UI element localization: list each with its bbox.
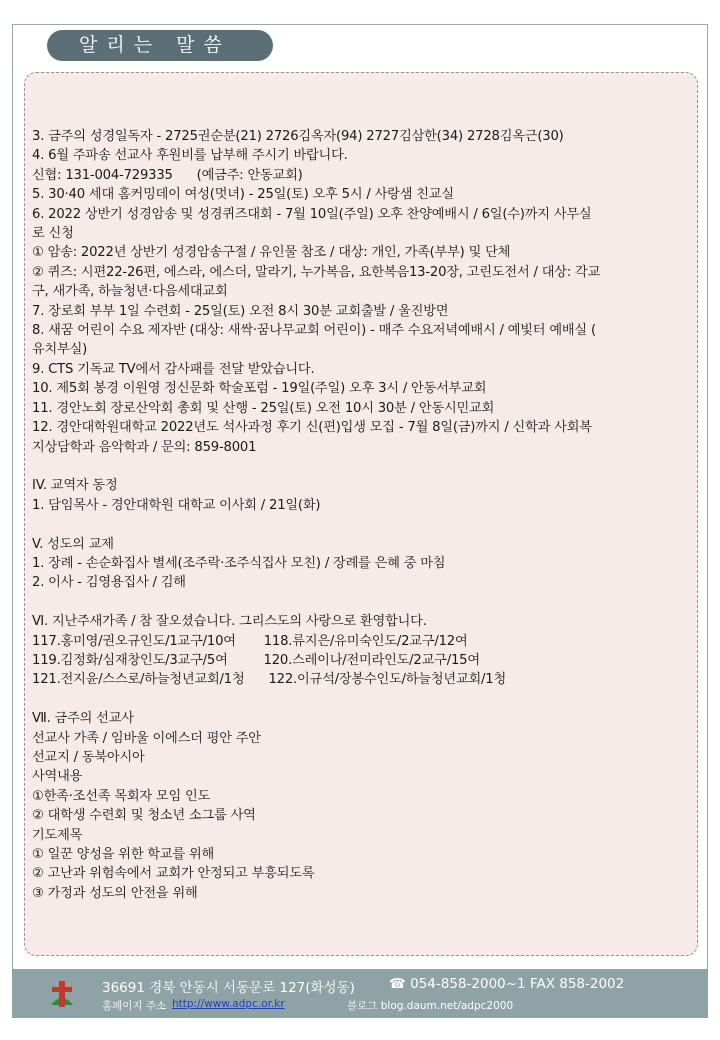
- announcement-line: ① 암송: 2022년 상반기 성경암송구절 / 유인물 참조 / 대상: 개인, 가족(부부) 및 단체: [32, 245, 511, 261]
- announcement-line: [32, 593, 682, 612]
- announcement-line: Ⅶ. 금주의 선교사: [32, 711, 134, 727]
- announcement-line: [32, 457, 682, 476]
- announcement-line: ①한족·조선족 목회자 모임 인도: [32, 788, 211, 804]
- footer: [12, 969, 708, 1018]
- announcement-line: ② 대학생 수련회 및 청소년 소그룹 사역: [32, 808, 256, 824]
- announcement-line: 10. 제5회 봉경 이원영 정신문화 학술포럼 - 19일(주일) 오후 3시 / 안동서부교회: [32, 381, 487, 397]
- announcements-content: [32, 127, 682, 903]
- section-title: 알리는 말씀: [47, 30, 273, 61]
- announcement-line: IV. 교역자 동정: [32, 478, 118, 494]
- footer-blog: 블로그 blog.daum.net/adpc2000: [347, 1000, 514, 1012]
- announcement-line: 6. 2022 상반기 성경암송 및 성경퀴즈대회 - 7월 10일(주일) 오후 찬양예배시 / 6일(수)까지 사무실: [32, 206, 592, 222]
- announcement-line: 1. 담임목사 - 경안대학원 대학교 이사회 / 21일(화): [32, 497, 321, 513]
- announcement-line: [32, 690, 682, 709]
- announcement-line: 8. 새꿈 어린이 수요 제자반 (대상: 새싹·꿈나무교회 어린이) - 매주 수요저녁예배시 / 예빛터 예배실 (: [32, 323, 596, 339]
- announcement-line: 로 신청: [32, 226, 74, 242]
- announcement-line: 9. CTS 기독교 TV에서 감사패를 전달 받았습니다.: [32, 361, 315, 377]
- announcement-line: 121.전지윤/스스로/하늘청년교회/1청 122.이규석/장봉수인도/하늘청년교회/1청: [32, 672, 507, 688]
- announcement-line: 유치부실): [32, 342, 88, 358]
- announcement-line: 선교지 / 동북아시아: [32, 749, 145, 765]
- announcement-line: 5. 30·40 세대 홈커밍데이 여성(멋녀) - 25일(토) 오후 5시 / 사랑샘 친교실: [32, 187, 454, 203]
- announcement-line: 117.홍미영/권오규인도/1교구/10여 118.류지은/유미숙인도/2교구/12여: [32, 633, 468, 649]
- announcement-line: 구, 새가족, 하늘청년·다음세대교회: [32, 284, 228, 300]
- homepage-link[interactable]: http://www.adpc.or.kr: [172, 998, 285, 1010]
- announcement-line: ② 퀴즈: 시편22-26편, 에스라, 에스더, 말라기, 누가복음, 요한복음13-20장, 고린도전서 / 대상: 각교: [32, 264, 601, 280]
- announcement-line: 사역내용: [32, 769, 83, 785]
- footer-phone: ☎ 054-858-2000~1 FAX 858-2002: [389, 976, 625, 992]
- church-cross-logo-icon: [48, 979, 76, 1009]
- announcement-line: ② 고난과 위험속에서 교회가 안정되고 부흥되도록: [32, 866, 315, 882]
- announcement-line: 7. 장로회 부부 1일 수련회 - 25일(토) 오전 8시 30분 교회출발 / 울진방면: [32, 303, 449, 319]
- announcement-line: 3. 금주의 성경일독자 - 2725권순분(21) 2726김옥자(94) 2727김삼한(34) 2728김옥근(30): [32, 129, 564, 144]
- announcement-line: 12. 경안대학원대학교 2022년도 석사과정 후기 신(편)입생 모집 - 7월 8일(금)까지 / 신학과 사회복: [32, 420, 592, 436]
- announcement-line: 기도제목: [32, 827, 83, 843]
- announcement-line: V. 성도의 교제: [32, 536, 114, 552]
- announcement-line: 119.김정화/심재창인도/3교구/5여 120.스레이나/전미라인도/2교구/15여: [32, 652, 480, 668]
- announcement-line: ① 일꾼 양성을 위한 학교를 위해: [32, 846, 215, 862]
- announcement-line: Ⅵ. 지난주새가족 / 참 잘오셨습니다. 그리스도의 사랑으로 환영합니다.: [32, 614, 427, 630]
- footer-address: 36691 경북 안동시 서동문로 127(화성동): [102, 980, 355, 996]
- announcement-line: 지상담학과 음악학과 / 문의: 859-8001: [32, 439, 257, 455]
- announcement-line: ③ 가정과 성도의 안전을 위해: [32, 885, 198, 901]
- announcement-line: 2. 이사 - 김영용집사 / 김해: [32, 575, 186, 591]
- announcement-line: [32, 515, 682, 534]
- announcement-line: 신협: 131-004-729335 (예금주: 안동교회): [32, 167, 303, 183]
- announcement-line: 1. 장례 - 손순화집사 별세(조주락·조주식집사 모친) / 장례를 은혜 중 마침: [32, 555, 446, 571]
- announcement-line: 선교사 가족 / 임바울 이에스더 평안 주안: [32, 730, 261, 746]
- announcement-line: 11. 경안노회 장로산악회 총회 및 산행 - 25일(토) 오전 10시 30분 / 안동시민교회: [32, 400, 495, 416]
- homepage-label: 홈페이지 주소: [102, 1000, 167, 1012]
- announcement-line: 4. 6월 주파송 선교사 후원비를 납부해 주시기 바랍니다.: [32, 148, 348, 164]
